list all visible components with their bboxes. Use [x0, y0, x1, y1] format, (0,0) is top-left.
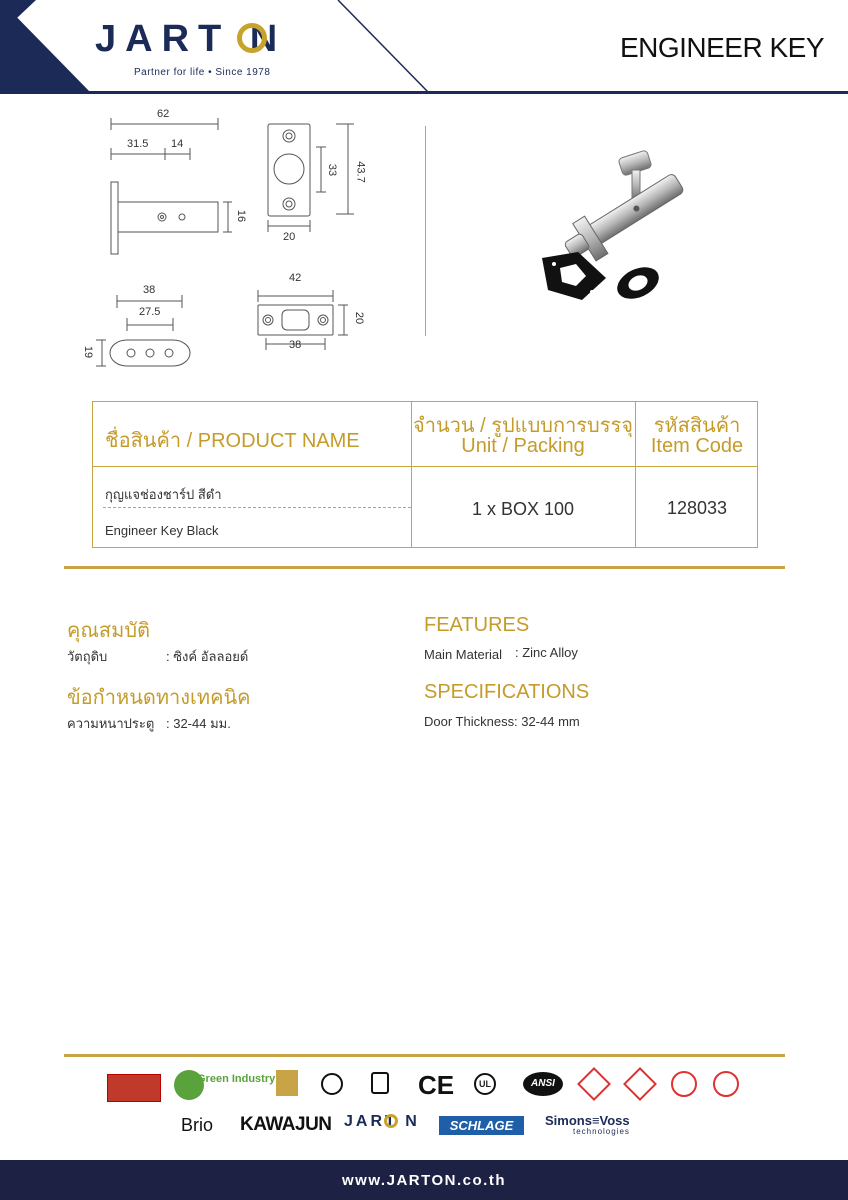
specs-value-th: : 32-44 มม.	[166, 716, 231, 731]
row-dashed-divider	[103, 507, 411, 508]
green-industry-label: Green Industry	[197, 1073, 276, 1085]
dim-38a: 38	[143, 284, 156, 296]
header-code-th: รหัสสินค้า	[653, 415, 741, 437]
page-title: ENGINEER KEY	[619, 32, 824, 63]
tis-mark-icon	[623, 1067, 657, 1101]
dim-62: 62	[157, 108, 170, 120]
brand-kawajun: KAWAJUN	[240, 1114, 332, 1135]
unit-packing-value: 1 x BOX 100	[471, 499, 575, 519]
logo-tagline: Partner for life • Since 1978	[134, 67, 271, 78]
dim-38b: 38	[289, 339, 302, 351]
logo-text: JART N	[95, 18, 287, 60]
features-title-th: คุณสมบัติ	[67, 620, 151, 642]
plate-front-drawing	[268, 124, 354, 232]
product-table	[92, 401, 758, 548]
tis-mark-icon	[713, 1071, 739, 1097]
dim-19: 19	[82, 345, 95, 359]
brand-simons-voss-sub: technologies	[573, 1127, 630, 1136]
footer-url[interactable]: www.JARTON.co.th	[341, 1172, 506, 1189]
logo-o-mark	[237, 23, 267, 53]
tis-mark-icon	[671, 1071, 697, 1097]
brand-brio: Brio	[181, 1115, 214, 1135]
dim-43-7: 43.7	[354, 161, 367, 183]
specs-title-th: ข้อกำหนดทางเทคนิค	[67, 687, 251, 709]
tis-mark-icon	[577, 1067, 611, 1101]
product-name-en: Engineer Key Black	[105, 523, 219, 538]
item-code-value: 128033	[666, 498, 728, 518]
specs-value-en: : 32-44 mm	[514, 714, 580, 729]
dim-27-5: 27.5	[139, 306, 161, 318]
dim-42: 42	[289, 272, 302, 284]
table-header-rule	[93, 466, 757, 467]
certification-rule	[64, 1054, 785, 1057]
dim-20b: 20	[353, 311, 366, 325]
specs-title-en: SPECIFICATIONS	[424, 681, 590, 703]
features-value-en: : Zinc Alloy	[515, 645, 578, 660]
brand-schlage: SCHLAGE	[439, 1116, 524, 1135]
ansi-icon: ANSI	[523, 1072, 563, 1096]
dim-14: 14	[171, 138, 184, 150]
ul-listed-icon: UL	[474, 1073, 496, 1095]
header-product-name: ชื่อสินค้า / PRODUCT NAME	[105, 430, 360, 452]
dim-20a: 20	[283, 231, 296, 243]
gasket-oval	[612, 261, 664, 305]
header-unit-en: Unit / Packing	[461, 435, 585, 457]
header-code-en: Item Code	[650, 435, 744, 457]
dim-33: 33	[326, 163, 339, 177]
iso-certificate-icon	[107, 1074, 161, 1102]
specs-label-en: Door Thickness	[424, 714, 515, 729]
product-photo	[520, 140, 710, 310]
ce-mark-icon: CE	[418, 1070, 455, 1100]
ks-mark-icon	[321, 1073, 343, 1095]
brand-jarton-o-mark	[384, 1114, 398, 1128]
dim-31-5: 31.5	[127, 138, 149, 150]
features-value-th: : ซิงค์ อัลลอยด์	[166, 649, 249, 664]
product-name-th: กุญแจช่องชาร์ป สีดำ	[105, 487, 222, 502]
kc-mark-icon	[371, 1072, 389, 1094]
features-title-en: FEATURES	[424, 614, 530, 636]
brand-jarton: JART N	[344, 1113, 420, 1130]
drawing-separator	[425, 126, 426, 336]
features-label-en: Main Material	[424, 647, 503, 662]
brand-simons-voss: Simons≡Voss	[545, 1113, 630, 1128]
header-unit-th: จำนวน / รูปแบบการบรรจุ	[413, 415, 633, 437]
thailand-trust-icon	[276, 1070, 298, 1096]
features-label-th: วัตถุดิบ	[67, 649, 108, 664]
strike-plate-drawing	[258, 290, 348, 350]
section-rule	[64, 566, 785, 569]
specs-label-th: ความหนาประตู	[67, 716, 155, 731]
dim-16: 16	[235, 209, 248, 223]
